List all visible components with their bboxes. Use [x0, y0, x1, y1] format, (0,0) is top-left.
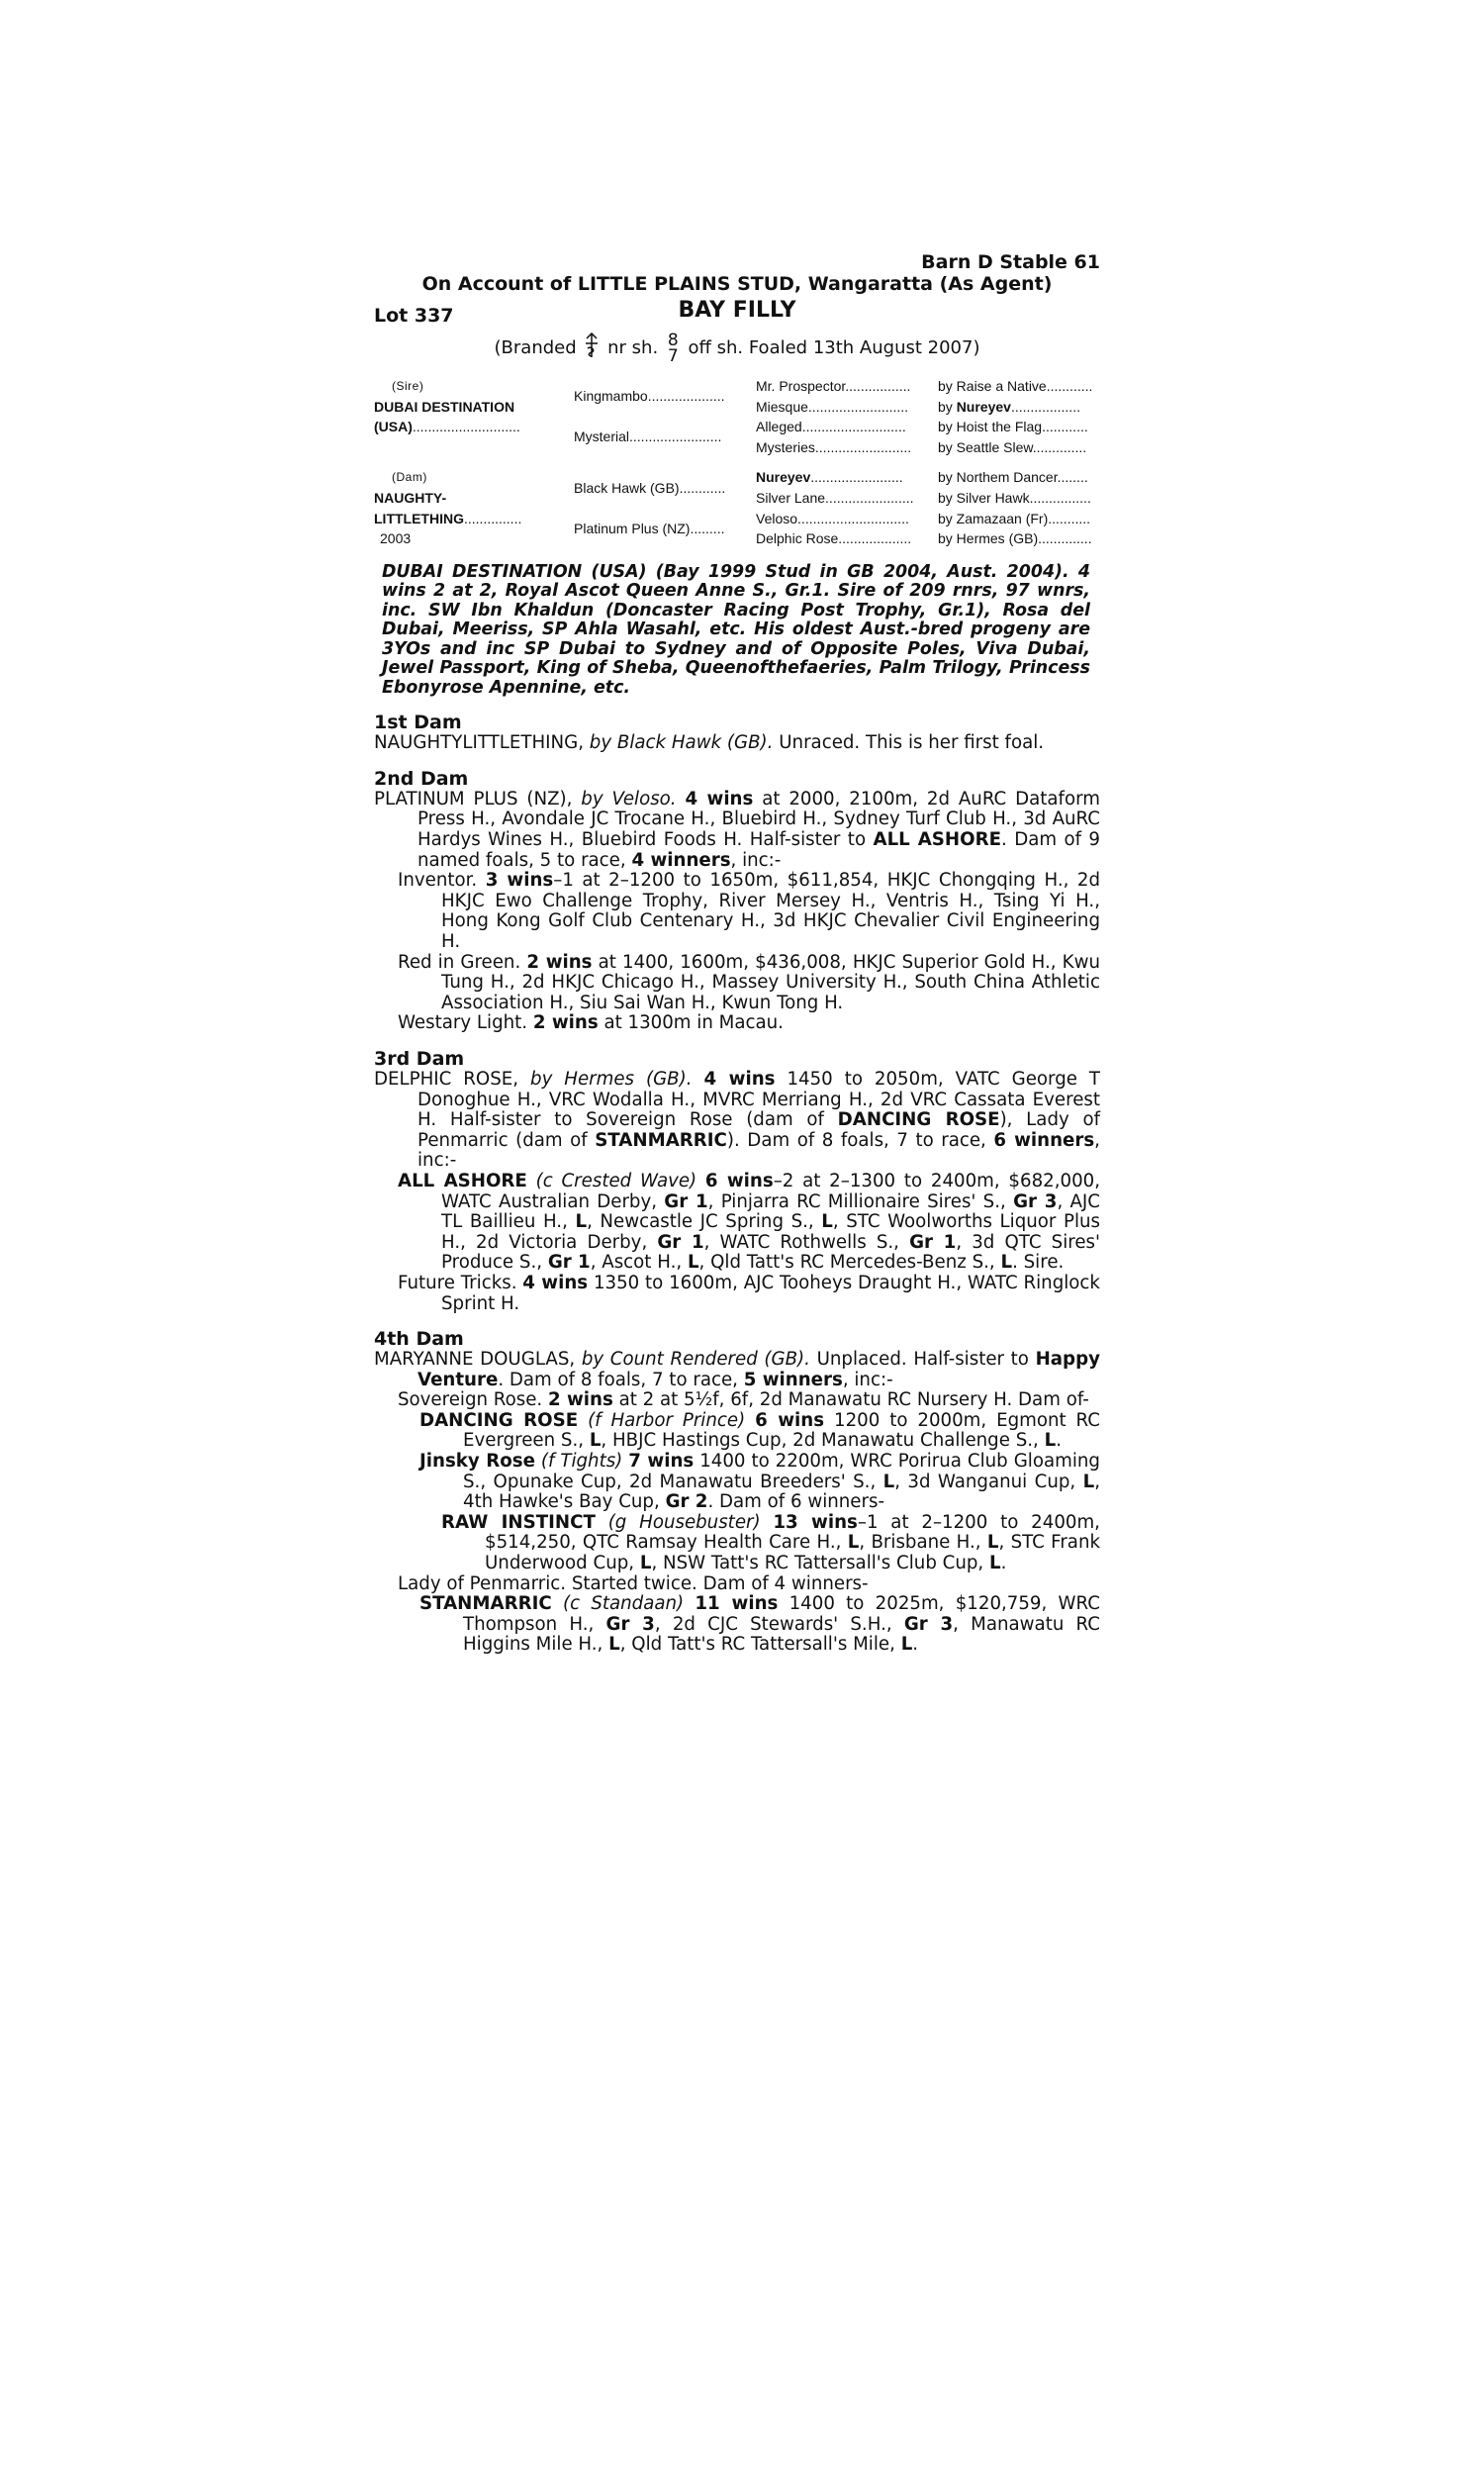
- pedigree-g3-7: Veloso.............................: [756, 510, 909, 526]
- progeny-jinsky-rose: Jinsky Rose (f Tights) 7 wins 1400 to 2200m, WRC Porirua Club Gloaming S., Opunake Cup, 2d Manawatu Breeders' S., L, 3d Wanganui Cup, L, 4th Hawke's Bay Cup, Gr 2. Dam of 6 winners-: [419, 1451, 1100, 1513]
- pedigree-g3-2: Miesque..........................: [756, 398, 909, 415]
- progeny-stanmarric: STANMARRIC (c Standaan) 11 wins 1400 to 2025m, $120,759, WRC Thompson H., Gr 3, 2d CJC Stewards' S.H., Gr 3, Manawatu RC Higgins Mile H., L, Qld Tatt's RC Tattersall's Mile, L.: [419, 1593, 1100, 1656]
- progeny-dancing-rose: DANCING ROSE (f Harbor Prince) 6 wins 1200 to 2000m, Egmont RC Evergreen S., L, HBJC Hastings Cup, 2d Manawatu Challenge S., L.: [419, 1409, 1100, 1452]
- pedigree-g4-2: by Nureyev..................: [938, 398, 1080, 415]
- barn-stable: Barn D Stable 61: [921, 251, 1100, 273]
- progeny-all-ashore: ALL ASHORE (c Crested Wave) 6 wins–2 at 2–1300 to 2400m, $682,000, WATC Australian Derby, Gr 1, Pinjarra RC Millionaire Sires' S., Gr 3, AJC TL Baillieu H., L, Newcastle JC Spring S., L, STC Woolworths Liquor Plus H., 2d Victoria Derby, Gr 1, WATC Rothwells S., Gr 1, 3d QTC Sires' Produce S., Gr 1, Ascot H., L, Qld Tatt's RC Mercedes-Benz S., L. Sire.: [398, 1170, 1101, 1274]
- progeny-lady-of-penmarric: Lady of Penmarric. Started twice. Dam of 4 winners-: [398, 1572, 869, 1594]
- progeny-red-in-green: Red in Green. 2 wins at 1400, 1600m, $436,008, HKJC Superior Gold H., Kwu Tung H., 2d HKJC Chicago H., Massey University H., South China Athletic Association H., Siu Sai Wan H., Kwun Tong H.: [398, 951, 1100, 1013]
- brand-bottom: 7: [667, 346, 679, 366]
- dam-year: 2003: [380, 530, 412, 547]
- pedigree-g4-3: by Hoist the Flag............: [938, 419, 1088, 435]
- progeny-raw-instinct: RAW INSTINCT (g Housebuster) 13 wins–1 at 2–1200 to 2400m, $514,250, QTC Ramsay Health Care H., L, Brisbane H., L, STC Frank Underwood Cup, L, NSW Tatt's RC Tattersall's Club Cup, L.: [441, 1511, 1100, 1574]
- brand-foaled: off sh. Foaled 13th August 2007): [688, 337, 980, 358]
- sire-summary: DUBAI DESTINATION (USA) (Bay 1999 Stud in GB 2004, Aust. 2004). 4 wins 2 at 2, Royal Ascot Queen Anne S., Gr.1. Sire of 209 rnrs, 97 wnrs, inc. SW Ibn Khaldun (Doncaster Racing Post Trophy, Gr.1), Rosa del Dubai, Meeriss, SP Ahla Wasahl, etc. His oldest Aust.-bred progeny are 3YOs and inc SP Dubai to Sydney and of Opposite Poles, Viva Dubai, Jewel Passport, King of Sheba, Queenofthefaeries, Palm Trilogy, Princess Ebonyrose Apennine, etc.: [382, 561, 1090, 698]
- sire-name: DUBAI DESTINATION: [374, 398, 515, 415]
- pedigree-g3-6: Silver Lane.......................: [756, 489, 914, 506]
- pedigree-g4-5: by Northem Dancer........: [938, 469, 1088, 486]
- brand-mid: nr sh.: [607, 337, 659, 358]
- third-dam-heading: 3rd Dam: [374, 1047, 465, 1070]
- progeny-future-tricks: Future Tricks. 4 wins 1350 to 1600m, AJC Tooheys Draught H., WATC Ringlock Sprint H.: [398, 1272, 1100, 1314]
- horse-description: BAY FILLY: [678, 298, 796, 323]
- pedigree-g4-1: by Raise a Native............: [938, 378, 1093, 394]
- progeny-sovereign-rose: Sovereign Rose. 2 wins at 2 at 5½f, 6f, 2d Manawatu RC Nursery H. Dam of-: [398, 1389, 1089, 1411]
- second-dam-heading: 2nd Dam: [374, 767, 469, 790]
- pedigree-g3-8: Delphic Rose...................: [756, 530, 912, 547]
- pedigree-g3-4: Mysteries.........................: [756, 438, 912, 455]
- pedigree-g4-6: by Silver Hawk................: [938, 489, 1091, 506]
- third-dam-entry: DELPHIC ROSE, by Hermes (GB). 4 wins 1450 to 2050m, VATC George T Donoghue H., VRC Wodalla H., MVRC Merriang H., 2d VRC Cassata Everest H. Half-sister to Sovereign Rose (dam of DANCING ROSE), Lady of Penmarric (dam of STANMARRIC). Dam of 8 foals, 7 to race, 6 winners, inc:-: [374, 1068, 1101, 1172]
- first-dam-entry: NAUGHTYLITTLETHING, by Black Hawk (GB). Unraced. This is her first foal.: [374, 732, 1045, 754]
- pedigree-g4-8: by Hermes (GB)..............: [938, 530, 1092, 547]
- lot-number: Lot 337: [374, 305, 454, 327]
- dam-label: (Dam): [392, 470, 427, 485]
- progeny-westary-light: Westary Light. 2 wins at 1300m in Macau.: [398, 1012, 784, 1034]
- catalogue-page: [374, 251, 1100, 1656]
- dam-name-line2: LITTLETHING...............: [374, 510, 522, 526]
- fourth-dam-heading: 4th Dam: [374, 1328, 464, 1351]
- sire-label: (Sire): [392, 379, 424, 393]
- second-dam-entry: PLATINUM PLUS (NZ), by Veloso. 4 wins at 2000, 2100m, 2d AuRC Dataform Press H., Avondale JC Trocane H., Bluebird H., Sydney Turf Club H., 3d AuRC Hardys Wines H., Bluebird Foods H. Half-sister to ALL ASHORE. Dam of 9 named foals, 5 to race, 4 winners, inc:-: [374, 788, 1100, 871]
- brand-top: 8: [667, 331, 679, 350]
- pedigree-g3-5: Nureyev........................: [756, 469, 903, 486]
- pedigree-g2-4: Platinum Plus (NZ).........: [574, 520, 725, 536]
- brand-line: [374, 333, 1100, 370]
- first-dam-heading: 1st Dam: [374, 712, 462, 734]
- pedigree-g2-3: Black Hawk (GB)............: [574, 479, 726, 496]
- pedigree-g3-1: Mr. Prospector.................: [756, 378, 911, 394]
- sire-country: (USA)............................: [374, 419, 520, 435]
- dam-name-line1: NAUGHTY-: [374, 489, 447, 506]
- pedigree-g2-1: Kingmambo....................: [574, 388, 725, 405]
- pedigree-g3-3: Alleged...........................: [756, 419, 906, 435]
- brand-fraction: [668, 333, 679, 364]
- pedigree-table: [374, 376, 1100, 549]
- progeny-inventor: Inventor. 3 wins–1 at 2–1200 to 1650m, $611,854, HKJC Chongqing H., 2d HKJC Ewo Challenge Trophy, River Mersey H., Ventris H., Tsing Yi H., Hong Kong Golf Club Centenary H., 3d HKJC Chevalier Civil Engineering H.: [398, 870, 1100, 952]
- fourth-dam-entry: MARYANNE DOUGLAS, by Count Rendered (GB). Unplaced. Half-sister to Happy Venture. Dam of 8 foals, 7 to race, 5 winners, inc:-: [374, 1349, 1100, 1390]
- pedigree-g2-2: Mysterial........................: [574, 428, 722, 445]
- pedigree-g4-4: by Seattle Slew..............: [938, 438, 1087, 455]
- lot-row: [374, 298, 1100, 331]
- pedigree-g4-7: by Zamazaan (Fr)...........: [938, 510, 1091, 526]
- brand-mark-icon: [584, 333, 600, 363]
- brand-prefix: (Branded: [494, 337, 577, 358]
- vendor-account: On Account of LITTLE PLAINS STUD, Wangaratta (As Agent): [421, 273, 1053, 295]
